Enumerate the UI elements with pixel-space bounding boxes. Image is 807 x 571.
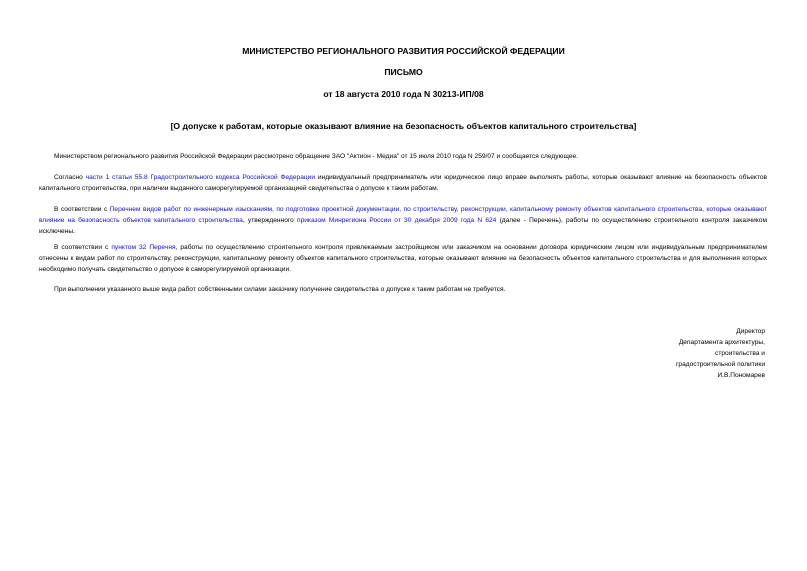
paragraph-3-mid: , утвержденного [242, 217, 298, 224]
signature-name: И.В.Пономарев [717, 372, 765, 379]
paragraph-5: При выполнении указанного выше вида работ собственными силами заказчику получение свидетельства о допуске к таким работам не требуется. [54, 286, 506, 293]
signature-department-3: градостроительной политики [676, 361, 765, 368]
paragraph-4-intro: В соответствии с [54, 244, 112, 251]
paragraph-4-text: , работы по осуществлению строительного контроля привлекаемым застройщиком или заказчиком на основании договора юридическим лицом или индивидуальным предпринимателем отнесены к видам работ по строительству, реконструкции, капитальному ремонту объектов капитального строительства, которые оказывают влияние на безопасность объектов капитального строительства и для выполнения которых необходимо получать свидетельство о допуске в саморегулируемой организации. [39, 244, 767, 273]
link-grad-code-art-55-8[interactable]: части 1 статьи 55.8 Градостроительного кодекса Российской Федерации [85, 174, 316, 181]
paragraph-3-text: (далее - Перечень), работы по осуществлению строительного контроля заказчиком исключены. [39, 217, 768, 235]
paragraph-1: Министерством регионального развития Российской Федерации рассмотрено обращение ЗАО "Актион - Медиа" от 15 июля 2010 года N 259/07 и сообщается следующее. [54, 153, 578, 160]
paragraph-3 [39, 204, 767, 237]
signature-block [676, 326, 765, 381]
document-date: от 18 августа 2010 года N 30213-ИП/08 [323, 89, 484, 99]
link-order-624[interactable]: приказом Минрегиона России от 30 декабря 2009 года N 624 [297, 217, 497, 224]
signature-department-2: строительства и [715, 350, 765, 357]
link-works-list[interactable]: Перечнем видов работ по инженерным изысканиям, по подготовке проектной документации, по строительству, реконструкции, капитальному ремонту объектов капитального строительства, которые оказывают влияние на безопасность объектов капитального строительства [39, 206, 768, 224]
ministry-title: МИНИСТЕРСТВО РЕГИОНАЛЬНОГО РАЗВИТИЯ РОССИЙСКОЙ ФЕДЕРАЦИИ [242, 46, 565, 56]
document-type: ПИСЬМО [384, 67, 423, 77]
paragraph-2-intro: Согласно [54, 174, 86, 181]
document-subject: [О допуске к работам, которые оказывают влияние на безопасность объектов капитального строительства] [170, 121, 637, 131]
link-item-32[interactable]: пунктом 32 Перечня [111, 244, 176, 251]
paragraph-3-intro: В соответствии с [54, 206, 110, 213]
paragraph-2-text: индивидуальный предприниматель или юридическое лицо вправе выполнять работы, которые оказывают влияние на безопасность объектов капитального строительства, при наличии выданного саморегулируемой организацией свидетельства о допуске к таким работам. [39, 174, 767, 192]
paragraph-4 [39, 242, 767, 275]
paragraph-2 [39, 172, 767, 194]
signature-department-1: Департамента архитектуры, [678, 339, 765, 346]
signature-position: Директор [736, 328, 765, 335]
